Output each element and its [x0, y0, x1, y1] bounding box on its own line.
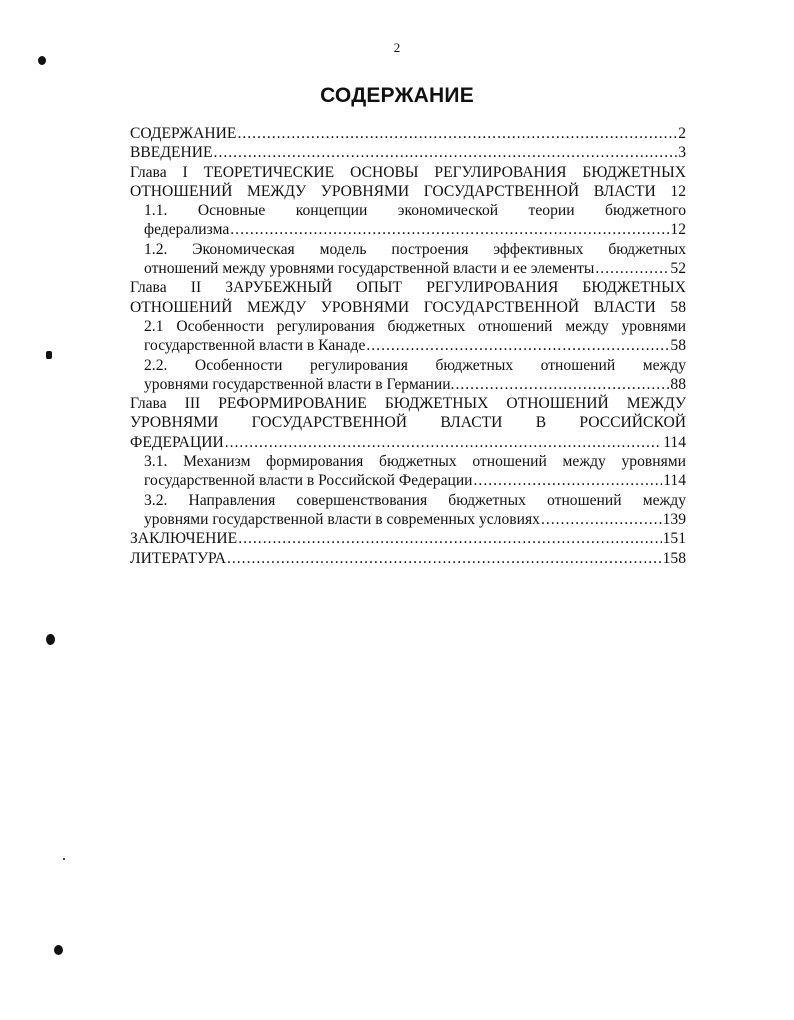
dot-leader [227, 549, 662, 568]
toc-entry-title-line: 1.1. Основные концепции экономической теории бюджетного [144, 202, 686, 220]
scan-mark-4 [63, 858, 65, 860]
page-number: 2 [393, 40, 401, 55]
toc-page-number: 139 [662, 510, 686, 528]
toc-page-number: 12 [670, 221, 686, 239]
toc-entry-title-line: Глава III РЕФОРМИРОВАНИЕ БЮДЖЕТНЫХ ОТНОШЕНИЙ МЕЖДУ [130, 395, 686, 413]
toc-entry-title-line: уровнями государственной власти в Германии. [144, 375, 455, 393]
toc-entry-contents[interactable] [130, 124, 686, 143]
toc-entry-section-3-2[interactable] [130, 491, 686, 530]
dot-leader [230, 220, 669, 239]
page-title: СОДЕРЖАНИЕ [320, 84, 474, 107]
toc-page-number: 58 [670, 337, 686, 355]
toc-entry-title-line: Глава II ЗАРУБЕЖНЫЙ ОПЫТ РЕГУЛИРОВАНИЯ БЮДЖЕТНЫХ [130, 279, 686, 297]
toc-entry-title-line: 2.2. Особенности регулирования бюджетных отношений между [144, 356, 686, 374]
toc-entry-title-line: 2.1 Особенности регулирования бюджетных отношений между уровнями [144, 317, 686, 335]
toc-entry-title: ЛИТЕРАТУРА [130, 549, 226, 567]
dot-leader [238, 529, 661, 548]
scan-mark-5 [54, 945, 63, 955]
toc-entry-title-line: ОТНОШЕНИЙ МЕЖДУ УРОВНЯМИ ГОСУДАРСТВЕННОЙ ВЛАСТИ 58 [130, 298, 686, 316]
dot-leader [474, 471, 663, 490]
toc-entry-title-line: ФЕДЕРАЦИИ [130, 433, 224, 451]
toc-entry-chapter-2[interactable] [130, 278, 686, 317]
toc-page-number: 2 [678, 125, 686, 142]
dot-leader [541, 510, 662, 529]
toc-entry-title: ВВЕДЕНИЕ [130, 144, 213, 162]
toc-entry-title-line: ОТНОШЕНИЙ МЕЖДУ УРОВНЯМИ ГОСУДАРСТВЕННОЙ ВЛАСТИ 12 [130, 182, 686, 200]
toc-entry-literature[interactable] [130, 549, 686, 568]
dot-leader [455, 375, 669, 394]
toc-entry-section-2-2[interactable] [130, 356, 686, 395]
toc-page-number: 114 [663, 472, 686, 490]
toc-entry-title-line: 3.2. Направления совершенствования бюджетных отношений между [144, 491, 686, 509]
toc-page-number: 52 [670, 260, 686, 278]
dot-leader [366, 336, 669, 355]
dot-leader [225, 433, 662, 452]
table-of-contents [130, 124, 686, 568]
toc-entry-title-line: государственной власти в Российской Федерации [144, 472, 473, 490]
toc-entry-title: ЗАКЛЮЧЕНИЕ [130, 530, 238, 548]
toc-entry-chapter-3[interactable] [130, 394, 686, 452]
toc-page-number: 88 [670, 375, 686, 393]
toc-entry-section-2-1[interactable] [130, 317, 686, 356]
scan-mark-1 [38, 56, 46, 65]
toc-entry-section-3-1[interactable] [130, 452, 686, 491]
toc-entry-conclusion[interactable] [130, 529, 686, 548]
toc-entry-title: СОДЕРЖАНИЕ [130, 125, 237, 142]
toc-entry-title-line: уровнями государственной власти в современных условиях [144, 510, 540, 528]
toc-entry-title-line: 1.2. Экономическая модель построения эффективных бюджетных [144, 240, 686, 258]
dot-leader [237, 124, 677, 143]
scan-mark-3 [46, 634, 55, 645]
dot-leader [595, 259, 669, 278]
toc-entry-title-line: Глава I ТЕОРЕТИЧЕСКИЕ ОСНОВЫ РЕГУЛИРОВАНИЯ БЮДЖЕТНЫХ [130, 163, 686, 181]
toc-entry-title-line: федерализма [144, 221, 230, 239]
toc-page-number: 3 [678, 144, 686, 162]
toc-entry-chapter-1[interactable] [130, 163, 686, 202]
toc-entry-title-line: 3.1. Механизм формирования бюджетных отношений между уровнями [144, 453, 686, 471]
scan-mark-2 [46, 351, 52, 359]
toc-page-number: 114 [663, 433, 686, 451]
dot-leader [214, 143, 678, 162]
toc-entry-introduction[interactable] [130, 143, 686, 162]
toc-page-number: 158 [662, 549, 686, 567]
toc-entry-title-line: государственной власти в Канаде [144, 337, 366, 355]
toc-entry-title-line: отношений между уровнями государственной власти и ее элементы [144, 260, 595, 278]
toc-page-number: 151 [662, 530, 686, 548]
toc-entry-section-1-2[interactable] [130, 240, 686, 279]
toc-entry-title-line: УРОВНЯМИ ГОСУДАРСТВЕННОЙ ВЛАСТИ В РОССИЙСКОЙ [130, 414, 686, 432]
toc-entry-section-1-1[interactable] [130, 201, 686, 240]
